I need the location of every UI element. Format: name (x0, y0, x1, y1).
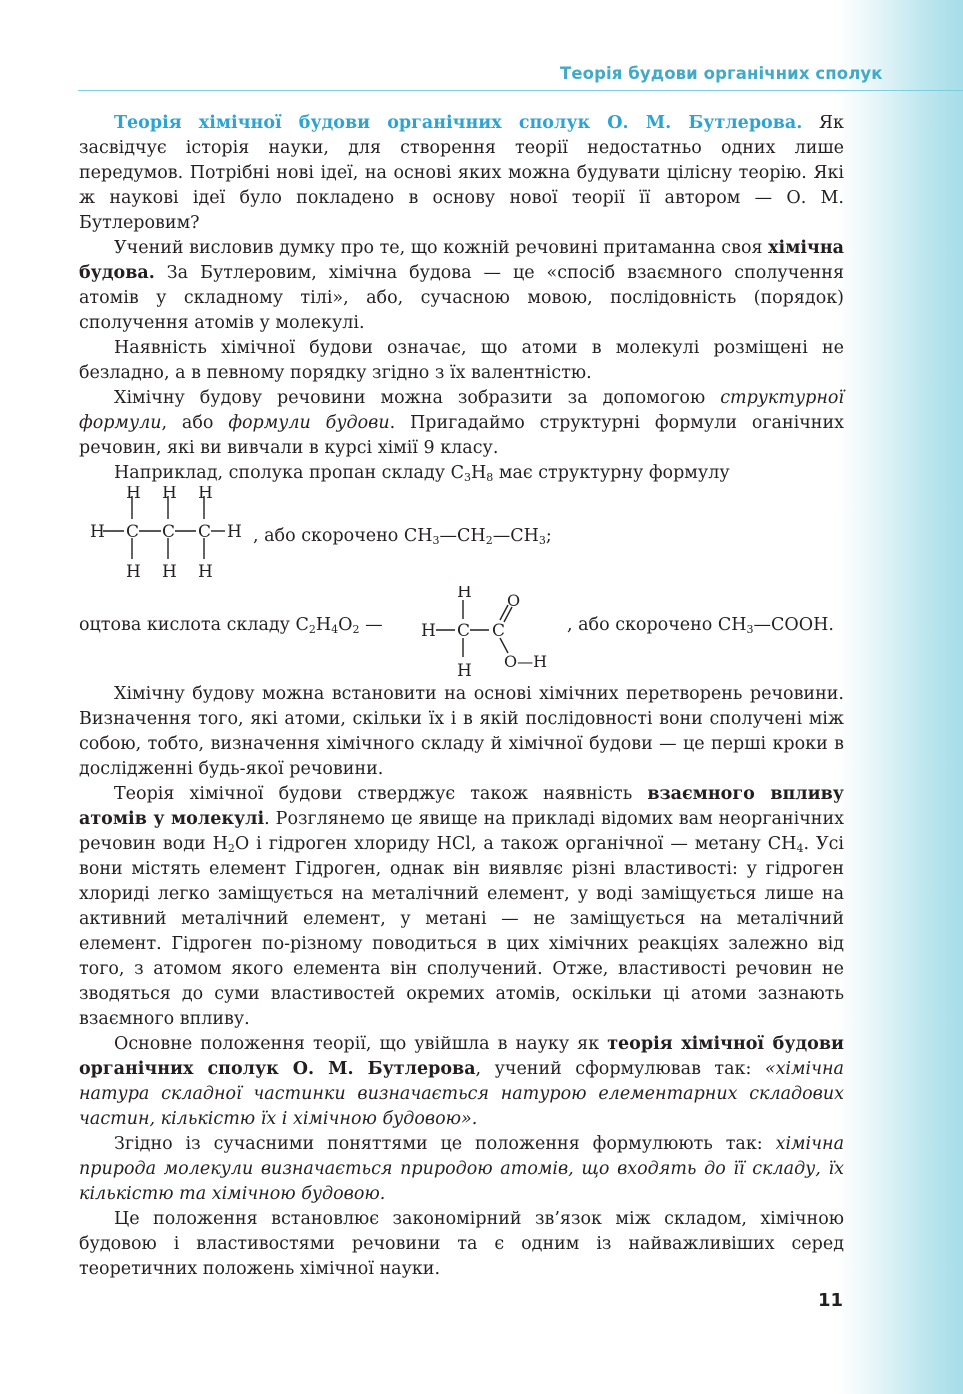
propane-formula-row (79, 486, 844, 586)
paragraph-text: Основне положення теорії, що увійшла в науку як (114, 1034, 608, 1054)
paragraph-text: Як засвідчує історія науки, для створення теорії недостатньо одних лише передумов. Потрібні нові ідеї, на основі яких можна будувати цілісну теорію. Які ж наукові ідеї було покладено в основу нової теорії її автором — О. М. Бутлеровим? (79, 113, 844, 233)
atom-h: H (198, 486, 213, 503)
paragraph-main-postulate (79, 1032, 844, 1132)
page-body (79, 111, 844, 1282)
paragraph-text: . Пригадаймо структурні формули оганічних речовин, які ви вивчали в курсі хімії 9 класу. (79, 413, 845, 458)
atom-h: H (457, 586, 472, 602)
formula-text: H (315, 615, 332, 635)
atom-c: C (126, 522, 140, 542)
subscript: 3 (464, 471, 471, 484)
paragraph-chemical-structure (79, 236, 844, 336)
subscript: 4 (796, 842, 804, 855)
formula-text: —COOH. (753, 615, 834, 635)
paragraph-text: , учений сформулював так: (475, 1059, 765, 1079)
formula-text: —CH (439, 526, 486, 546)
atom-h: H (126, 486, 141, 503)
subscript: 2 (352, 623, 360, 636)
acetic-acid-structural-formula (79, 586, 569, 682)
paragraph-text: Згідно із сучасними поняттями це положення формулюють так: (114, 1134, 776, 1154)
subscript: 2 (308, 623, 316, 636)
formula-text: — (359, 615, 383, 635)
acetic-acid-condensed-formula (567, 613, 834, 638)
term-formula-of-structure: формули будови (228, 413, 390, 433)
quote-butlerov: «хімічна натура складної частинки визначається натурою елементарних складових частин, кількістю їх і хімічною будовою». (79, 1059, 844, 1129)
subscript: 3 (538, 534, 546, 547)
term-mutual-influence: взаємного впливу атомів у молекулі (79, 784, 844, 829)
paragraph-text: Теорія хімічної будови стверджує також наявність (114, 784, 648, 804)
formula-text: оцтова кислота складу C (79, 615, 309, 635)
atom-h: H (126, 562, 141, 582)
formula-text: —CH (492, 526, 539, 546)
paragraph-text: За Бутлеровим, хімічна будова — це «спосіб взаємного сполучення атомів у складному тілі», або, сучасною мовою, послідовність (порядок) сполучення атомів у молекулі. (79, 263, 844, 333)
paragraph-text: , або (161, 413, 229, 433)
term-chemical-structure: хімічна будова. (79, 238, 844, 283)
atom-h: H (457, 661, 472, 681)
running-head-title: Теорія будови органічних сполук (560, 64, 883, 83)
paragraph-propane-example (79, 461, 844, 486)
side-color-band (838, 0, 963, 1394)
formula-text: ; (545, 526, 552, 546)
formula-text: , або скорочено CH (253, 526, 433, 546)
subscript: 3 (746, 623, 754, 636)
subscript: 4 (331, 623, 339, 636)
paragraph-text: . Усі вони містять елемент Гідроген, однак він виявляє різні властивості: у гідроген хлориді легко заміщується на металічний елемент, у воді заміщується лише на активний металічний елемент, у метані — не заміщується на металічний елемент. Гідроген по-різному поводиться в цих хімічних реакціях залежно від того, з атомом якого елемента він сполучений. Отже, властивості речовин не зводяться до суми властивостей окремих атомів, оскільки ці атоми зазнають взаємного впливу. (79, 834, 845, 1029)
atom-h: H (162, 562, 177, 582)
paragraph-text: . Розглянемо це явище на прикладі відомих вам неорганічних речовин води H (79, 809, 844, 854)
atom-c: C (457, 621, 471, 641)
paragraph-modern-formulation (79, 1132, 844, 1207)
atom-c: C (492, 621, 506, 641)
subscript: 3 (432, 534, 440, 547)
paragraph-text: Наприклад, сполука пропан складу C (114, 463, 464, 483)
modern-postulate: хімічна природа молекули визначається природою атомів, що входять до її складу, їх кількістю та хімічною будовою. (79, 1134, 844, 1204)
paragraph-text: має структурну формулу (493, 463, 730, 483)
subscript: 8 (486, 471, 494, 484)
subscript: 2 (227, 842, 235, 855)
paragraph-text: Учений висловив думку про те, що кожній речовині притаманна своя (114, 238, 769, 258)
atom-h: H (162, 486, 177, 503)
propane-structural-formula (79, 486, 254, 586)
paragraph-structural-formula (79, 386, 844, 461)
subscript: 2 (485, 534, 493, 547)
paragraph-conclusion: Це положення встановлює закономірний зв’язок між складом, хімічною будовою і властивостями речовини та є одним із найважливіших серед теоретичних положень хімічної науки. (79, 1209, 844, 1279)
propane-condensed-formula (253, 524, 552, 549)
atom-h: H (421, 621, 436, 641)
paragraph-intro (79, 111, 844, 236)
paragraph-determination: Хімічну будову можна встановити на основі хімічних перетворень речовини. Визначення того, які атоми, скільки їх і в якій послідовності вони сполучені між собою, тобто, визначення хімічного складу й хімічної будови — це перші кроки в дослідженні будь-якої речовини. (79, 684, 844, 779)
atom-h: H (227, 522, 242, 542)
atom-o: O (507, 591, 521, 610)
paragraph-text: O і гідроген хлориду HCl, а також органічної — метану CH (234, 834, 797, 854)
term-butlerov-theory: теорія хімічної будови органічних сполук О. М. Бутлерова (79, 1034, 844, 1079)
page-number: 11 (818, 1290, 844, 1311)
atom-h: H (90, 522, 105, 542)
paragraph-mutual-influence (79, 782, 844, 1032)
section-heading: Теорія хімічної будови органічних сполук О. М. Бутлерова. (114, 113, 803, 133)
paragraph-text: H (471, 463, 487, 483)
atom-c: C (198, 522, 212, 542)
acetic-acid-formula-row (79, 586, 844, 682)
header-rule (78, 90, 963, 91)
term-structural-formula: структурної формули (79, 388, 844, 433)
paragraph-text: Хімічну будову речовини можна зобразити за допомогою (114, 388, 721, 408)
paragraph-valence: Наявність хімічної будови означає, що атоми в молекулі розміщені не безладно, а в певному порядку згідно з їх валентністю. (79, 338, 844, 383)
formula-text: O (338, 615, 353, 635)
formula-text: , або скорочено CH (567, 615, 747, 635)
atom-h: H (198, 562, 213, 582)
atom-c: C (162, 522, 176, 542)
hydroxyl-group: O—H (504, 652, 548, 671)
